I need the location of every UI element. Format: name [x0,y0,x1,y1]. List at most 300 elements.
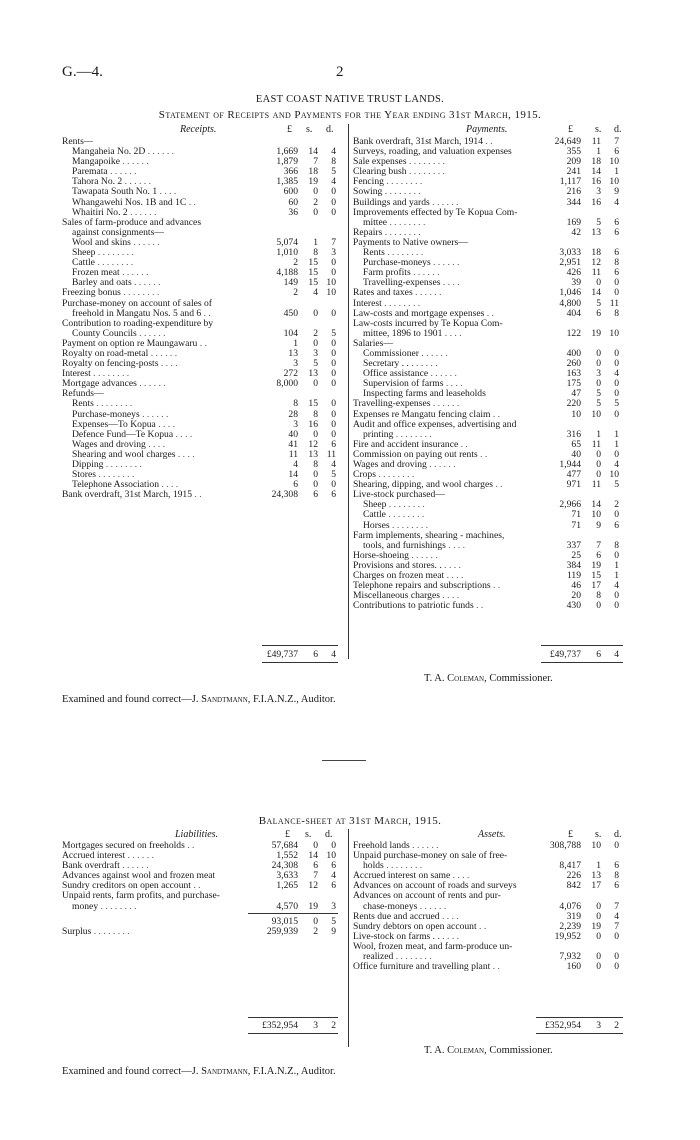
payment-label-text: Rates and taxes [353,288,413,299]
payment-pence: 8 [614,257,619,269]
payment-label-text: Crops [353,470,376,481]
receipt-label-text: Contribution to roading-expenditure by [62,318,214,329]
payment-label [353,399,459,409]
payments-total-rule-bottom [541,662,623,663]
liability-label-text: Mortgages secured on freeholds [62,841,185,851]
payment-pounds: 169 [566,216,581,228]
payment-pounds: 122 [566,327,581,339]
liability-pence: 6 [331,860,336,872]
payment-label-text: Audit and office expenses, advertising and [353,419,517,430]
payments-col-pence: d. [614,124,622,135]
receipt-leader: . . . . . . . . [90,369,130,380]
payments-col-pounds: £ [568,124,573,135]
asset-pounds: 842 [566,880,581,892]
asset-pounds: 2,239 [559,920,581,932]
payment-shillings: 14 [591,499,601,511]
receipt-leader: . . . . [175,449,195,460]
liability-label [62,841,194,851]
receipt-pence: 6 [331,438,336,450]
payment-shillings: 0 [596,347,601,359]
payment-label-text: Horses [363,520,390,531]
liability-label-text: Bank overdraft [62,861,120,872]
payment-shillings: 3 [596,368,601,380]
payment-label-text: Inspecting farms and leaseholds [363,389,486,400]
payment-row [353,228,621,238]
asset-leader: . . . . . . [417,901,447,912]
receipt-pounds: 11 [288,448,298,460]
payment-pence: 0 [614,408,619,420]
receipt-label-text: Purchase-money on account of sales of [62,298,212,309]
liability-shillings: 14 [308,850,318,862]
receipt-label-text: Tawapata South No. 1 [72,187,158,198]
asset-pounds: 4,076 [559,900,581,912]
receipt-pounds: 4 [293,459,298,470]
payment-label [353,167,445,177]
payment-pounds: 355 [566,146,581,158]
payment-label [363,359,438,369]
payment-label [363,379,463,389]
payment-label-text: Commission on paying out rents [353,449,478,460]
receipts-col-pence: d. [326,124,334,135]
receipt-pounds: 2 [293,257,298,269]
liability-pounds: 4,570 [276,900,298,912]
liability-label-text: money [72,901,99,912]
payment-leader: . . . . [442,328,462,339]
payment-label-text: Provisions and stores. . [353,560,442,571]
receipt-shillings: 13 [308,368,318,380]
payment-pence: 4 [614,368,619,380]
asset-row [353,841,621,851]
receipt-label [72,410,168,420]
asset-pounds: 19,952 [554,930,581,942]
receipt-label-text: Freezing bonus [62,288,121,299]
payment-pence: 4 [614,196,619,208]
payment-leader: . . . . [445,540,466,551]
receipt-shillings: 0 [313,469,318,481]
assets-total-rule-bottom [536,1033,623,1034]
auditor-name: Sandtmann, [201,694,251,705]
receipt-pounds: 28 [288,408,298,420]
receipt-shillings: 0 [313,206,318,218]
receipt-label-text: Whangawehi Nos. 1B and 1C [72,197,187,208]
receipts-total-rule-top [262,645,338,646]
payment-label-text: Horse-shoeing [353,550,409,561]
receipt-pence: 0 [331,307,336,319]
payment-label [363,389,486,399]
liability-pence: 4 [331,870,336,882]
receipt-shillings: 5 [313,358,318,370]
payment-label [353,309,494,319]
payment-pence: 0 [614,600,619,612]
balance-auditor-note [62,1066,336,1077]
receipt-label [72,278,160,288]
receipt-label [62,359,178,369]
payment-label-text: Salaries— [353,338,393,349]
payment-pence: 4 [614,580,619,592]
payment-label [353,440,468,450]
payment-row [353,198,621,208]
payment-pence: 0 [614,378,619,390]
receipt-shillings: 4 [313,287,318,299]
asset-pence: 0 [614,930,619,942]
receipt-label [72,177,151,187]
receipt-label-text: against consignments— [72,227,164,238]
receipt-leader: . . . . [157,187,177,198]
receipt-label [72,167,136,177]
payment-shillings: 11 [591,479,601,491]
receipt-label [62,339,207,349]
receipt-label-text: Wool and skins [72,237,131,248]
receipt-leader: . . . . [145,439,166,450]
payment-label [353,339,393,349]
asset-leader: . . . . [450,871,470,882]
payment-shillings: 6 [596,307,601,319]
receipt-shillings: 2 [313,196,318,208]
payment-label-text: Interest [353,298,382,309]
auditor-note-text: Examined and found correct—J. [62,694,202,705]
payment-pence: 0 [614,509,619,521]
payment-label [353,470,414,480]
receipt-pence: 0 [331,337,336,349]
payment-shillings: 15 [591,570,601,582]
payment-label [353,228,421,238]
receipt-pence: 11 [326,448,336,460]
asset-label-text: chase-moneys [363,901,418,912]
receipts-total-row [62,650,338,660]
liability-shillings: 19 [308,900,318,912]
payment-label [353,601,483,611]
payment-label [363,430,432,440]
payment-shillings: 1 [596,428,601,440]
liabilities-subtotal-pence: 5 [331,916,336,927]
payment-label-text: Supervision of farms [363,379,444,390]
auditor-note [62,694,336,705]
receipt-label [72,238,160,248]
assets-total-pounds: £352,954 [545,1020,581,1031]
balance-auditor-name: Sandtmann, [201,1066,251,1077]
payments-total-rule-top [541,645,623,646]
liability-label-text: Sundry creditors on open account [62,881,191,892]
payment-pence: 11 [609,297,619,309]
payment-shillings: 11 [591,438,601,450]
payment-leader: . . [458,439,468,450]
payment-pence: 6 [614,267,619,279]
payment-label [363,500,425,510]
payment-pence: 0 [614,388,619,400]
asset-pence: 7 [614,920,619,932]
payment-leader: . . [490,581,501,592]
receipt-row [62,379,338,389]
receipt-pounds: 13 [288,347,298,359]
liability-label-text: Accrued interest [62,851,126,862]
payment-pounds: 400 [566,347,581,359]
liability-pounds: 3,633 [276,870,298,882]
receipt-leader: . . . . . . [127,207,157,218]
payment-row [353,521,621,531]
payment-leader: . . . . . . . . [384,248,424,259]
payment-label [353,571,463,581]
receipt-label [72,157,149,167]
receipts-total-pence: 4 [331,649,336,660]
asset-label-text: Advances on account of roads and surveys [353,881,517,892]
receipt-pounds: 450 [283,307,298,319]
payment-leader: . . . . [441,560,461,571]
receipt-pounds: 5,074 [276,236,298,248]
assets-total-rule-top [536,1017,623,1018]
liability-label [62,851,154,861]
asset-shillings: 0 [596,961,601,973]
receipt-label [62,379,166,389]
liability-pence: 6 [331,880,336,892]
payment-pounds: 1,117 [559,176,581,188]
asset-leader: . . [490,962,500,973]
asset-label [353,871,469,881]
receipt-shillings: 19 [308,176,318,188]
payment-label-text: Rents [363,248,385,259]
asset-label-text: holds [363,861,384,872]
receipt-pounds: 2 [293,287,298,299]
asset-shillings: 0 [596,930,601,942]
asset-label-text: Live-stock on farms . . [353,931,440,942]
receipt-pounds: 60 [288,196,298,208]
receipt-label [72,248,134,258]
balance-commissioner-name: T. A. Coleman, [424,1045,487,1056]
payment-row [353,288,621,298]
payment-pence: 4 [614,459,619,470]
asset-pence: 7 [614,900,619,912]
payment-pounds: 163 [566,368,581,380]
liabilities-heading: Liabilities. [175,829,219,840]
asset-row [353,881,621,891]
payment-pence: 1 [614,438,619,450]
section-separator [322,760,366,761]
receipt-shillings: 0 [313,186,318,198]
payments-total-row [353,650,621,660]
payment-pence: 6 [614,146,619,158]
liabilities-subtotal-pounds: 93,015 [271,916,298,927]
liability-pounds: 57,684 [271,840,298,851]
payment-shillings: 0 [596,600,601,612]
liabilities-col-shillings: s. [305,829,312,840]
asset-label-text: Unpaid purchase-money on sale of free- [353,851,508,862]
payment-shillings: 13 [591,226,601,238]
receipt-pounds: 272 [283,368,298,380]
liabilities-total-shillings: 3 [313,1020,318,1031]
liability-label [62,881,201,891]
payment-row [353,480,621,490]
payment-shillings: 5 [596,216,601,228]
receipt-pounds: 1,010 [276,247,298,259]
payment-pounds: 71 [571,509,581,521]
receipt-label [72,198,196,208]
asset-label-text: Office furniture and travelling plant [353,962,491,973]
payments-total-pounds: £49,737 [549,649,581,660]
statement-divider [348,124,349,659]
payment-shillings: 14 [591,287,601,299]
payment-label [353,288,441,298]
liability-pence: 3 [331,900,336,912]
liabilities-subtotal-rule [248,913,338,914]
commissioner-signature [424,673,553,684]
receipt-shillings: 0 [313,378,318,390]
receipt-shillings: 13 [308,448,318,460]
receipt-pounds: 1 [293,337,298,349]
receipt-shillings: 0 [313,307,318,319]
asset-label-text: realized [363,952,394,963]
payment-label [363,329,462,339]
payment-label-text: printing [363,429,394,440]
receipt-label-text: County Councils [72,328,137,339]
receipt-label [72,420,175,430]
receipt-pence: 0 [331,398,336,410]
payment-shillings: 17 [591,580,601,592]
receipt-shillings: 0 [313,337,318,349]
asset-leader: . . . . . . [409,841,439,851]
receipt-shillings: 15 [308,277,318,289]
asset-leader: . . . . . . . . [393,952,432,963]
payment-label-text: Telephone repairs and subscriptions [353,581,491,592]
receipt-leader: . . . . . . . . [94,258,134,269]
payment-leader: . . . . . . . . [385,510,425,521]
asset-label-text: Sundry debtors on open account [353,921,477,932]
asset-leader: . . . . [439,911,459,922]
payment-leader: . . . . . . . . [406,167,445,178]
payment-pounds: 40 [571,448,581,460]
asset-leader: . . . . . . . . [383,861,423,872]
receipt-pence: 0 [331,347,336,359]
liability-shillings: 12 [308,880,318,892]
payment-pounds: 42 [571,226,581,238]
liability-shillings: 0 [313,840,318,851]
commissioner-name: T. A. Coleman, [424,673,487,684]
payment-label [353,581,500,591]
payment-pence: 2 [614,499,619,511]
payment-label-text: Bank overdraft, 31st March, 1914 [353,137,484,147]
payment-pence: 7 [614,136,619,147]
assets-total-row [353,1021,621,1031]
page-number: 2 [336,64,344,80]
receipt-shillings: 3 [313,347,318,359]
liabilities-total-pounds: £352,954 [262,1020,298,1031]
payment-shillings: 5 [596,388,601,400]
receipt-label-text: Royalty on road-metal [62,348,149,359]
receipt-label-text: Mangapoike [72,157,120,168]
receipt-label [72,460,142,470]
assets-col-pence: d. [614,829,622,840]
surplus-pounds: 259,939 [266,926,298,938]
payments-col-shillings: s. [595,124,602,135]
payment-leader: . . . . [439,591,460,602]
payment-pounds: 20 [571,590,581,602]
liabilities-total-rule-bottom [248,1033,338,1034]
receipts-heading: Receipts. [180,124,217,135]
receipt-label [72,440,165,450]
payment-row [353,309,621,319]
asset-leader: . . [476,921,487,932]
payment-leader: . . . . . . . . [386,217,426,228]
payment-pence: 6 [614,519,619,531]
assets-table [353,841,621,972]
payment-shillings: 16 [591,196,601,208]
payment-leader: . . . . . . [430,399,460,410]
receipt-leader: . . [197,338,207,349]
asset-shillings: 10 [591,840,601,851]
asset-label [353,932,459,942]
payment-pence: 0 [614,590,619,602]
receipt-leader: . . . . . . [107,167,137,178]
payment-label [353,208,517,218]
receipt-label-text: Dipping [72,460,104,470]
receipts-col-pounds: £ [287,124,292,135]
receipt-label-text: Wages and droving [72,439,146,450]
liability-label [72,902,137,912]
receipt-pence: 10 [326,287,336,299]
payment-label-text: Fencing [353,177,384,188]
payment-shillings: 11 [591,267,601,279]
receipt-pounds: 41 [288,438,298,450]
receipt-leader: . . . . . . . . [93,399,133,410]
surplus-pence: 9 [331,926,336,938]
asset-label [363,952,432,962]
receipt-leader: . . . . [158,359,178,370]
payment-pence: 10 [609,469,619,481]
receipt-pounds: 600 [283,186,298,198]
payment-pounds: 119 [566,570,581,582]
payment-label-text: Payments to Native owners— [353,237,468,248]
receipt-shillings: 0 [313,428,318,440]
asset-shillings: 0 [596,900,601,912]
asset-pounds: 319 [566,910,581,922]
receipt-shillings: 8 [313,459,318,470]
asset-label [353,922,486,932]
payment-shillings: 6 [596,549,601,561]
liability-shillings: 6 [313,860,318,872]
liability-pounds: 1,552 [276,850,298,862]
liability-shillings: 7 [313,870,318,882]
receipt-label [72,228,164,238]
receipt-label [72,470,134,480]
receipt-label [62,299,212,309]
payment-shillings: 0 [596,358,601,370]
receipt-leader: . . . . . . [119,268,149,279]
receipt-pounds: 1,385 [276,176,298,188]
payment-label-text: Farm implements, shearing - machines, [353,530,505,541]
receipts-total-pounds: £49,737 [266,649,298,660]
payment-row [353,329,621,339]
payment-label [363,521,428,531]
receipt-leader: . . . . . . [136,379,166,390]
asset-label [353,891,501,901]
payment-leader: . . . . . . . . [375,470,415,481]
asset-shillings: 13 [591,870,601,882]
payment-leader: . . . . . . [430,258,460,269]
receipt-pounds: 4,188 [276,267,298,279]
payment-pence: 0 [614,287,619,299]
liabilities-col-pence: d. [325,829,333,840]
payment-pounds: 3,033 [559,247,581,259]
receipt-leader: . . . . [173,429,193,440]
payment-shillings: 12 [591,257,601,269]
receipt-label-text: Interest [62,369,91,380]
receipt-shillings: 16 [308,418,318,430]
payment-pence: 1 [614,559,619,571]
payment-label [353,551,438,561]
liability-leader: . . . . . . [125,851,154,862]
receipt-pence: 0 [331,206,336,218]
liability-row [62,902,338,912]
payment-label [353,531,504,541]
payment-label-text: Fire and accident insurance [353,439,459,450]
